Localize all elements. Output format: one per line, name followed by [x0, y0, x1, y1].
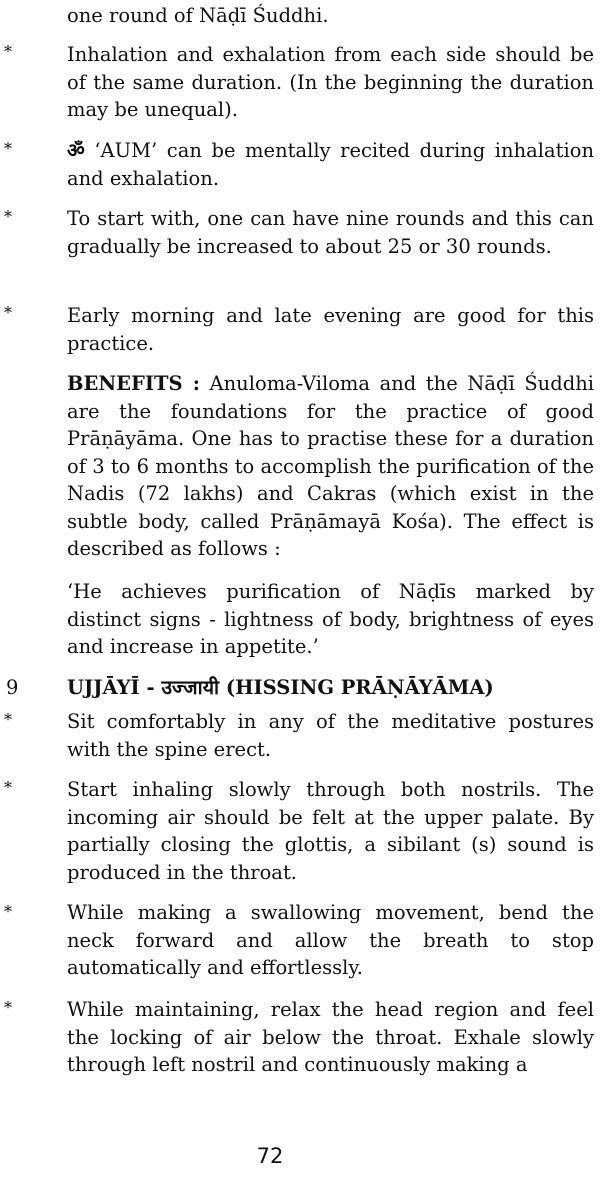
paragraph-duration: Inhalation and exhalation from each side should be of the same duration. (In the beginning the duration may be unequal). — [67, 43, 594, 121]
bullet-marker: * — [4, 998, 12, 1017]
section-number: 9 — [6, 676, 19, 699]
section-heading — [67, 676, 594, 700]
bullet-marker: * — [4, 42, 12, 61]
page-number: 72 — [256, 1144, 284, 1168]
paragraph-aum-text: ‘AUM’ can be mentally recited during inhalation and exhalation. — [67, 139, 594, 190]
benefits-text: Anuloma-Viloma and the Nāḍī Śuddhi are the foundations for the practice of good Prāṇāyāma. One has to practise these for a duration of 3 to 6 months to accomplish the purification of the Nadis (72 lakhs) and Cakras (which exist in the subtle body, called Prāṇāmayā Kośa). The effect is described as follows : — [67, 372, 595, 560]
step-sit: Sit comfortably in any of the meditative postures with the spine erect. — [67, 710, 594, 761]
benefits-paragraph — [67, 370, 594, 563]
bullet-marker: * — [4, 139, 12, 158]
section-title-rest: (HISSING PRĀṆĀYĀMA) — [219, 676, 494, 699]
step-maintain: While maintaining, relax the head region and feel the locking of air below the throat. Exhale slowly through left nostril and continuously making a — [67, 998, 594, 1076]
benefits-label: BENEFITS : — [67, 372, 200, 395]
paragraph-timing: Early morning and late evening are good for this practice. — [67, 304, 594, 355]
quote-paragraph: ‘He achieves purification of Nāḍīs marked by distinct signs - lightness of body, brightness of eyes and increase in appetite.’ — [67, 580, 594, 658]
section-title-roman: UJJĀYĪ - — [67, 676, 162, 699]
step-swallow: While making a swallowing movement, bend the neck forward and allow the breath to stop automatically and effortlessly. — [67, 901, 594, 979]
step-inhale: Start inhaling slowly through both nostrils. The incoming air should be felt at the upper palate. By partially closing the glottis, a sibilant (s) sound is produced in the throat. — [67, 778, 594, 884]
bullet-marker: * — [4, 303, 12, 322]
paragraph-aum — [67, 137, 594, 192]
paragraph-rounds: To start with, one can have nine rounds and this can gradually be increased to about 25 or 30 rounds. — [67, 207, 594, 258]
section-title-devanagari: उज्जायी — [161, 676, 220, 699]
om-symbol: ॐ — [67, 139, 85, 162]
bullet-marker: * — [4, 902, 12, 921]
bullet-marker: * — [4, 207, 12, 226]
bullet-marker: * — [4, 778, 12, 797]
carry-over-line: one round of Nāḍī Śuddhi. — [67, 4, 329, 27]
bullet-marker: * — [4, 710, 12, 729]
